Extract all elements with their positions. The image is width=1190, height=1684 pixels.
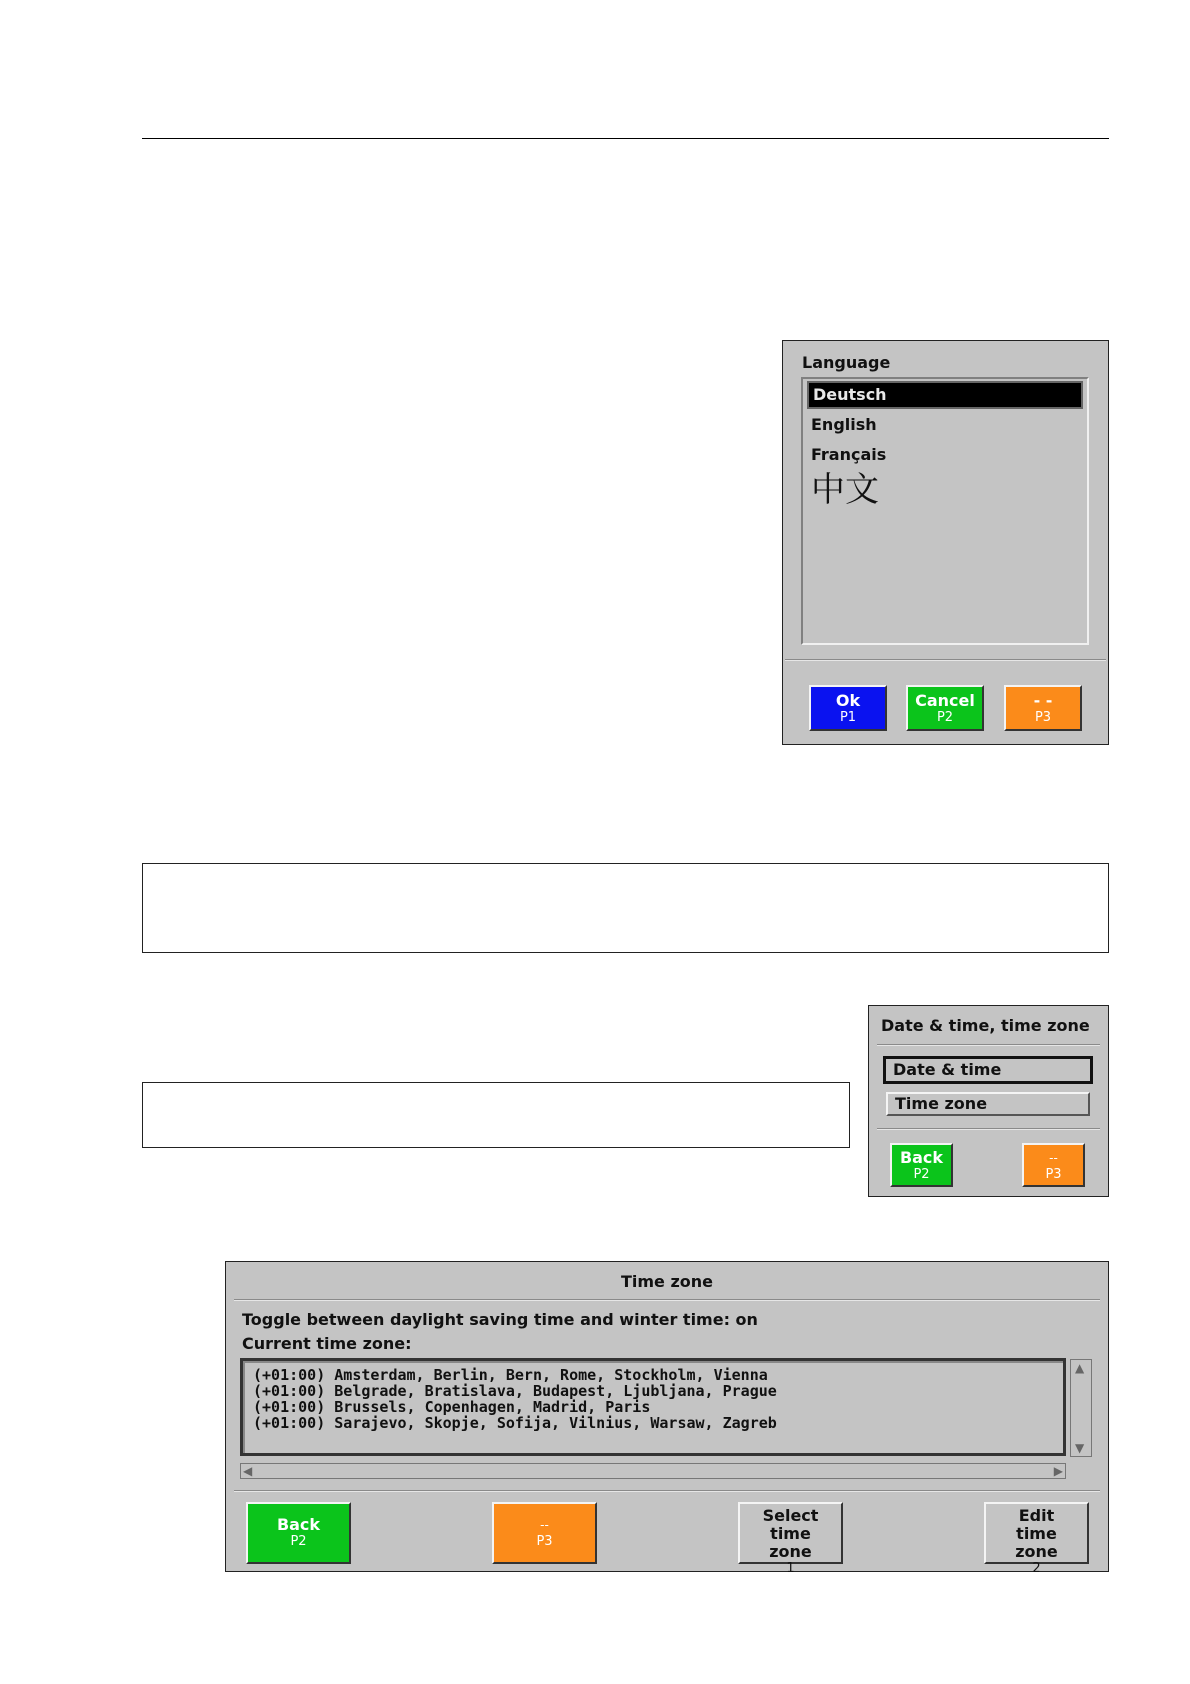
empty-note-box — [142, 1082, 850, 1148]
current-time-zone-label: Current time zone: — [242, 1334, 412, 1353]
separator — [877, 1128, 1100, 1130]
datetime-dialog — [868, 1005, 1109, 1197]
ok-button[interactable]: Ok P1 — [809, 685, 887, 731]
cancel-button[interactable]: Cancel P2 — [906, 685, 984, 731]
empty-note-box — [142, 863, 1109, 953]
language-item-english[interactable]: English — [811, 415, 877, 434]
edit-time-zone-button[interactable]: Edit time zone 2 — [984, 1502, 1089, 1564]
menu-item-date-time[interactable]: Date & time — [883, 1056, 1093, 1084]
dialog-title: Language — [802, 353, 891, 372]
list-item: (+01:00) Brussels, Copenhagen, Madrid, Paris — [253, 1398, 651, 1416]
separator — [234, 1490, 1100, 1492]
dialog-title: Time zone — [620, 1272, 714, 1291]
menu-item-time-zone[interactable]: Time zone — [886, 1092, 1090, 1116]
list-item: (+01:00) Amsterdam, Berlin, Bern, Rome, Stockholm, Vienna — [253, 1366, 768, 1384]
scroll-right-icon[interactable]: ▶ — [1053, 1464, 1063, 1478]
p3-button[interactable]: - - P3 — [1004, 685, 1082, 731]
vertical-scrollbar[interactable] — [1070, 1359, 1092, 1457]
language-dialog — [782, 340, 1109, 745]
separator — [877, 1044, 1100, 1046]
list-item: (+01:00) Belgrade, Bratislava, Budapest, Ljubljana, Prague — [253, 1382, 777, 1400]
scroll-left-icon[interactable]: ◀ — [243, 1464, 253, 1478]
dst-toggle-status: Toggle between daylight saving time and winter time: on — [242, 1310, 758, 1329]
select-time-zone-button[interactable]: Select time zone 1 — [738, 1502, 843, 1564]
timezone-dialog — [225, 1261, 1109, 1576]
back-button[interactable]: Back P2 — [890, 1143, 953, 1187]
scroll-down-icon[interactable]: ▼ — [1075, 1441, 1085, 1455]
language-list — [801, 377, 1089, 645]
p3-button[interactable]: -- P3 — [1022, 1143, 1085, 1187]
top-rule — [142, 138, 1109, 139]
scroll-up-icon[interactable]: ▲ — [1075, 1361, 1085, 1375]
separator — [785, 659, 1106, 661]
p3-button[interactable]: -- P3 — [492, 1502, 597, 1564]
separator — [234, 1299, 1100, 1301]
dialog-title: Date & time, time zone — [881, 1016, 1090, 1035]
list-item: (+01:00) Sarajevo, Skopje, Sofija, Vilnius, Warsaw, Zagreb — [253, 1414, 777, 1432]
language-item-deutsch[interactable]: Deutsch — [807, 381, 1083, 409]
time-zone-list — [240, 1358, 1066, 1456]
back-button[interactable]: Back P2 — [246, 1502, 351, 1564]
language-item-chinese[interactable]: 中文 — [811, 470, 879, 510]
horizontal-scrollbar[interactable] — [240, 1463, 1066, 1479]
language-item-francais[interactable]: Français — [811, 445, 887, 464]
